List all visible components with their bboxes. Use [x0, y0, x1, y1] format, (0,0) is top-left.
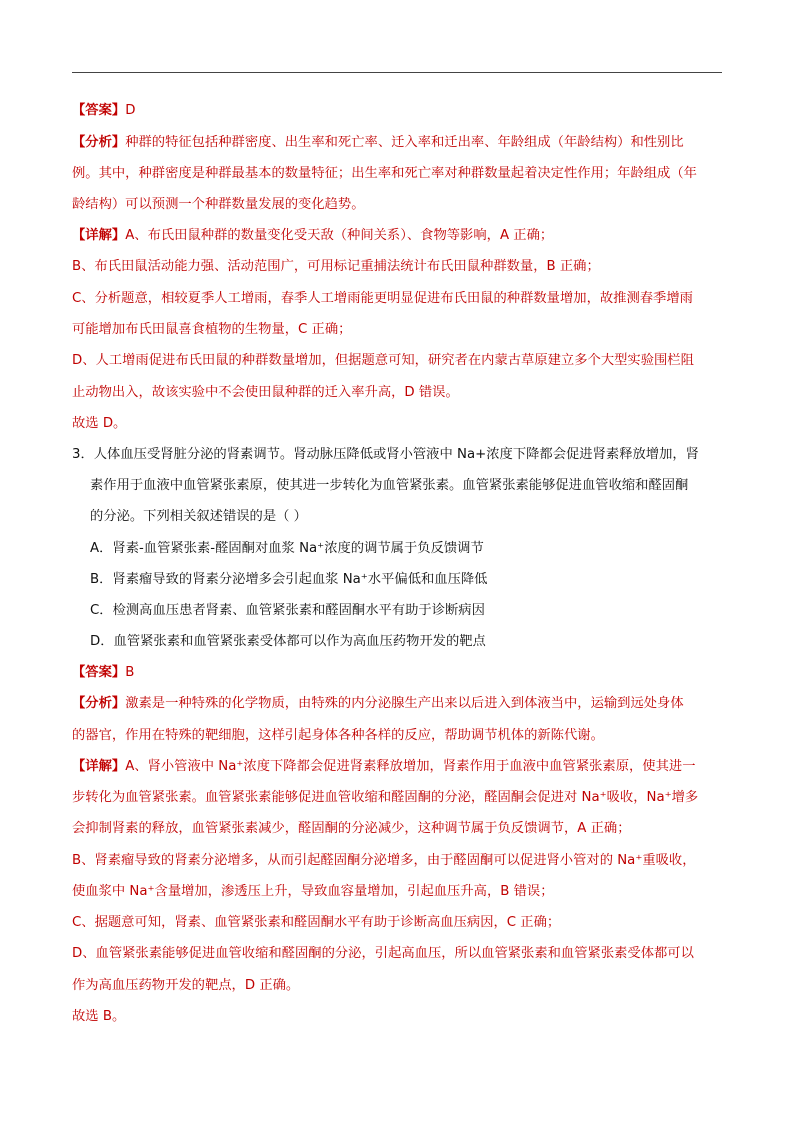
analysis-tag: 【分析】 — [72, 696, 126, 711]
analysis-text: 龄结构）可以预测一个种群数量发展的变化趋势。 — [72, 197, 365, 212]
detail-text: 作为高血压药物开发的靶点，D 正确。 — [72, 978, 300, 993]
detail-line-2 — [72, 757, 696, 777]
analysis-text: 激素是一种特殊的化学物质，由特殊的内分泌腺生产出来以后进入到体液当中，运输到远处身体 — [125, 696, 684, 711]
detail-text: A、肾小管液中 Na⁺浓度下降都会促进肾素释放增加，肾素作用于血液中血管紧张素原，使其进一 — [125, 759, 696, 774]
answer-value: B — [125, 665, 135, 680]
analysis-tag: 【分析】 — [72, 135, 126, 150]
question-stem: 3．人体血压受肾脏分泌的肾素调节。肾动脉压降低或肾小管液中 Na+浓度下降都会促进肾素释放增加，肾 — [72, 447, 699, 462]
detail-text: 步转化为血管紧张素。血管紧张素能够促进血管收缩和醛固酮的分泌，醛固酮会促进对 Na⁺吸收，Na⁺增多 — [72, 790, 699, 805]
detail-text: A、布氏田鼠种群的数量变化受天敌（种间关系）、食物等影响，A 正确； — [125, 228, 554, 243]
analysis-text: 例。其中，种群密度是种群最基本的数量特征；出生率和死亡率对种群数量起着决定性作用；年龄组成（年 — [72, 166, 697, 181]
detail-text: B、肾素瘤导致的肾素分泌增多，从而引起醛固酮分泌增多，由于醛固酮可以促进肾小管对的 Na⁺重吸收， — [72, 853, 696, 868]
answer-tag: 【答案】 — [72, 103, 126, 118]
answer-value: D — [125, 103, 136, 118]
analysis-line-2 — [72, 694, 684, 714]
option-a: A．肾素-血管紧张素-醛固酮对血浆 Na⁺浓度的调节属于负反馈调节 — [90, 541, 484, 556]
question-stem: 素作用于血液中血管紧张素原，使其进一步转化为血管紧张素。血管紧张素能够促进血管收缩和醛固酮 — [90, 478, 689, 493]
analysis-line-1 — [72, 133, 684, 153]
detail-text: C、据题意可知，肾素、血管紧张素和醛固酮水平有助于诊断高血压病因，C 正确； — [72, 915, 561, 930]
conclusion-text: 故选 B。 — [72, 1009, 126, 1024]
header-rule — [72, 72, 722, 73]
detail-text: 使血浆中 Na⁺含量增加，渗透压上升，导致血容量增加，引起血压升高，B 错误； — [72, 884, 554, 899]
option-c: C．检测高血压患者肾素、血管紧张素和醛固酮水平有助于诊断病因 — [90, 603, 485, 618]
conclusion-text: 故选 D。 — [72, 416, 127, 431]
detail-text: 可能增加布氏田鼠喜食植物的生物量，C 正确； — [72, 322, 352, 337]
answer-tag: 【答案】 — [72, 665, 126, 680]
detail-text: B、布氏田鼠活动能力强、活动范围广，可用标记重捕法统计布氏田鼠种群数量，B 正确； — [72, 259, 600, 274]
answer-line-1 — [72, 101, 135, 121]
detail-tag: 【详解】 — [72, 759, 126, 774]
detail-text: D、人工增雨促进布氏田鼠的种群数量增加，但据题意可知，研究者在内蒙古草原建立多个大型实验围栏阻 — [72, 353, 694, 368]
option-d: D．血管紧张素和血管紧张素受体都可以作为高血压药物开发的靶点 — [90, 634, 486, 649]
detail-text: D、血管紧张素能够促进血管收缩和醛固酮的分泌，引起高血压，所以血管紧张素和血管紧张素受体都可以 — [72, 946, 694, 961]
analysis-text: 种群的特征包括种群密度、出生率和死亡率、迁入率和迁出率、年龄组成（年龄结构）和性别比 — [125, 135, 684, 150]
answer-line-2 — [72, 663, 134, 683]
detail-text: 会抑制肾素的释放，血管紧张素减少，醛固酮的分泌减少，这种调节属于负反馈调节，A 正确； — [72, 821, 631, 836]
detail-tag: 【详解】 — [72, 228, 126, 243]
detail-text: 止动物出入，故该实验中不会使田鼠种群的迁入率升高，D 错误。 — [72, 385, 459, 400]
option-b: B．肾素瘤导致的肾素分泌增多会引起血浆 Na⁺水平偏低和血压降低 — [90, 572, 488, 587]
detail-text: C、分析题意，相较夏季人工增雨，春季人工增雨能更明显促进布氏田鼠的种群数量增加，故推测春季增雨 — [72, 291, 693, 306]
detail-line-1 — [72, 226, 553, 246]
analysis-text: 的器官，作用在特殊的靶细胞，这样引起身体各种各样的反应，帮助调节机体的新陈代谢。 — [72, 728, 604, 743]
question-stem: 的分泌。下列相关叙述错误的是（ ） — [90, 509, 307, 524]
